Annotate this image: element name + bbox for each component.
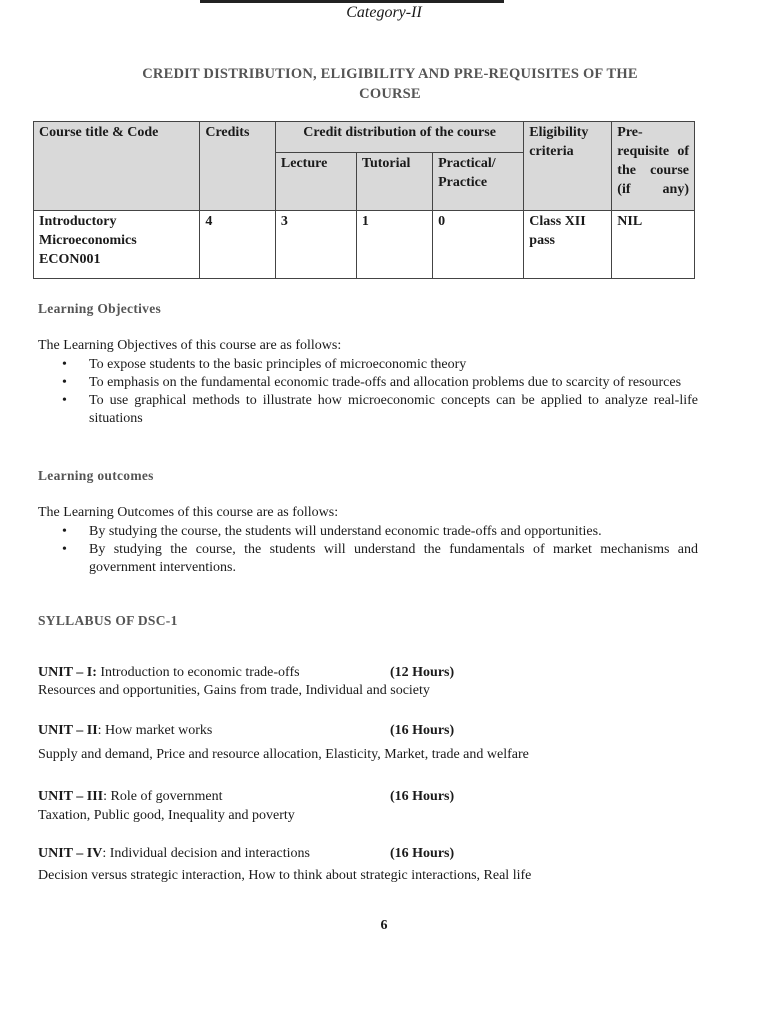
outcomes-intro: The Learning Outcomes of this course are as follows: [38, 505, 339, 520]
main-heading [60, 64, 720, 104]
bullet-icon: • [62, 375, 67, 390]
objectives-list [62, 356, 698, 428]
header-tutorial: Tutorial [356, 153, 432, 211]
main-heading-line-1: CREDIT DISTRIBUTION, ELIGIBILITY AND PRE-REQUISITES OF THE [142, 66, 638, 82]
cell-tutorial: 1 [356, 211, 432, 279]
bullet-icon: • [62, 357, 67, 372]
list-item [62, 356, 698, 374]
header-eligibility: Eligibility criteria [524, 122, 612, 211]
header-credit-distribution: Credit distribution of the course [275, 122, 523, 153]
course-title-line-1: Introductory [39, 214, 117, 230]
header-lecture: Lecture [275, 153, 356, 211]
unit-4-title [38, 845, 698, 863]
main-heading-line-2: COURSE [359, 86, 421, 102]
unit-hours: (12 Hours) [390, 665, 455, 680]
outcome-text: By studying the course, the students will understand economic trade-offs and opportunities. [89, 524, 602, 539]
header-course-title: Course title & Code [34, 122, 200, 211]
unit-hours: (16 Hours) [390, 846, 455, 861]
unit-label: UNIT – III [38, 789, 104, 804]
list-item [62, 523, 698, 541]
unit-hours: (16 Hours) [390, 789, 455, 804]
unit-4-description: Decision versus strategic interaction, How to think about strategic interactions, Real life [38, 868, 532, 883]
header-credits: Credits [200, 122, 276, 211]
bullet-icon: • [62, 393, 67, 408]
syllabus-heading: SYLLABUS OF DSC-1 [38, 613, 178, 628]
category-label: Category-II [346, 4, 422, 21]
unit-hours: (16 Hours) [390, 723, 455, 738]
outcomes-list [62, 523, 698, 577]
outcome-text: By studying the course, the students will understand the fundamentals of market mechanisms and government interventions. [89, 542, 698, 575]
header-prerequisite: Pre-requisite of the course (if any) [612, 122, 695, 211]
objective-text: To use graphical methods to illustrate how microeconomic concepts can be applied to analyze real-life situations [89, 393, 698, 426]
course-title-line-2: Microeconomics [39, 233, 137, 249]
objectives-intro: The Learning Objectives of this course are as follows: [38, 338, 342, 353]
unit-name: : Individual decision and interactions [102, 846, 310, 861]
bullet-icon: • [62, 542, 67, 557]
unit-label: UNIT – II [38, 723, 98, 738]
cell-credits: 4 [200, 211, 276, 279]
objective-text: To expose students to the basic principles of microeconomic theory [89, 357, 467, 372]
unit-name: : How market works [97, 723, 213, 738]
cell-prerequisite: NIL [612, 211, 695, 279]
unit-2-description: Supply and demand, Price and resource allocation, Elasticity, Market, trade and welfare [38, 747, 529, 762]
cell-lecture: 3 [275, 211, 356, 279]
cell-course-title [34, 211, 200, 279]
bullet-icon: • [62, 524, 67, 539]
cell-eligibility: Class XII pass [524, 211, 612, 279]
unit-label: UNIT – I: [38, 665, 97, 680]
unit-2-title [38, 722, 698, 740]
header-practical: Practical/ Practice [433, 153, 524, 211]
course-code: ECON001 [39, 252, 101, 268]
unit-3-title [38, 788, 698, 806]
outcomes-heading: Learning outcomes [38, 468, 154, 483]
unit-name: : Role of government [103, 789, 223, 804]
cell-practical: 0 [433, 211, 524, 279]
list-item [62, 392, 698, 428]
list-item [62, 541, 698, 577]
unit-1-description: Resources and opportunities, Gains from trade, Individual and society [38, 683, 430, 698]
unit-1-title [38, 664, 698, 682]
table-row [34, 211, 695, 279]
objectives-heading: Learning Objectives [38, 301, 162, 316]
credit-distribution-table [33, 121, 695, 279]
objective-text: To emphasis on the fundamental economic trade-offs and allocation problems due to scarcity of resources [89, 375, 682, 390]
unit-name: Introduction to economic trade-offs [96, 665, 300, 680]
page-number: 6 [380, 918, 388, 933]
unit-label: UNIT – IV [38, 846, 103, 861]
unit-3-description: Taxation, Public good, Inequality and poverty [38, 808, 295, 823]
list-item [62, 374, 698, 392]
table-header-row [34, 122, 695, 153]
top-rule [200, 0, 504, 3]
